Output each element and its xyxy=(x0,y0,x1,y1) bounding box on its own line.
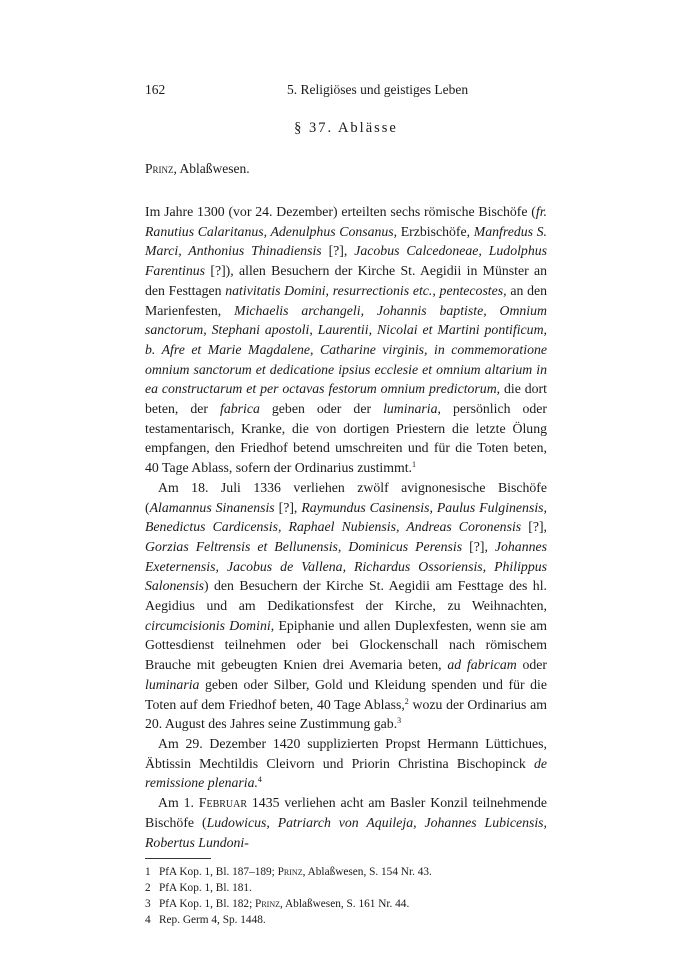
bibliography-reference xyxy=(145,159,547,178)
italic-text: Jacobus Calcedoneae, Ludolphus Farentinus xyxy=(145,243,547,279)
bibliography-title: , Ablaßwesen. xyxy=(173,161,250,176)
footnote-marker: 2 xyxy=(404,696,409,706)
italic-text: circumcisionis Domini xyxy=(145,617,271,633)
section-heading: § 37. Ablässe xyxy=(294,120,398,136)
footnote xyxy=(145,913,547,929)
text-run: Im Jahre 1300 (vor 24. Dezember) erteilten sechs römische Bischöfe ( xyxy=(145,204,536,219)
italic-text: luminaria xyxy=(145,676,200,692)
footnote-separator xyxy=(145,858,211,859)
text-run: PfA Kop. 1, Bl. 182; xyxy=(159,897,256,910)
footnote xyxy=(145,865,547,881)
text-run: geben oder Silber, Gold und Kleidung spenden und für die Toten auf dem Friedhof beten, 40 Tage Ablass, xyxy=(145,676,547,712)
text-run: 1435 verliehen acht am Basler Konzil teilnehmende Bischöfe ( xyxy=(145,795,547,830)
text-run: oder xyxy=(516,657,547,673)
page-number: 162 xyxy=(145,82,166,97)
text-run: PfA Kop. 1, Bl. 187–189; xyxy=(159,866,278,879)
italic-text: Michaelis archangeli, Johannis baptiste, Omnium sanctorum, Stephani apostoli, Laurentii, Nicolai et Martini pontificum, b. Afre et Marie Magdalene, Catharine virginis, in commemoratione omnium sanctorum et dedicatione ipsius ecclesie et omnium altarium in ea constructarum et per octavas festorum omnium predictorum xyxy=(145,302,547,397)
footnote-marker: 4 xyxy=(257,775,262,785)
footnote xyxy=(145,897,547,913)
footnote-number: 4 xyxy=(145,913,151,926)
italic-text: Alamannus Sinanensis xyxy=(149,499,275,515)
italic-text: Ludowicus, Patriarch von Aquileja, Johannes Lubicensis, Robertus Lundoni- xyxy=(145,814,547,850)
text-run: an den Marienfesten, xyxy=(145,282,547,318)
text-run: , die dort beten, der xyxy=(145,381,547,417)
paragraph xyxy=(145,793,547,852)
italic-text: de remissione plenaria. xyxy=(145,755,547,791)
italic-text: Raymundus Casinensis, Paulus Fulginensis, Benedictus Cardicensis, Raphael Nubiensis, Andreas Coronensis xyxy=(145,499,547,535)
text-run: Rep. Germ 4, Sp. 1448. xyxy=(159,913,266,926)
book-page xyxy=(145,82,547,928)
text-run: , Ablaßwesen, S. 161 Nr. 44. xyxy=(280,897,410,910)
small-caps-text: Februar xyxy=(198,795,248,811)
footnote-marker: 3 xyxy=(397,716,402,726)
footnote-marker: 1 xyxy=(412,460,417,470)
text-run: Am 29. Dezember 1420 supplizierten Propst Hermann Lüttichues, Äbtissin Mechtildis Cleivorn und Priorin Christina Bischopinck xyxy=(145,735,547,771)
text-run: PfA Kop. 1, Bl. 181. xyxy=(159,882,252,894)
text-run: , Ablaßwesen, S. 154 Nr. 43. xyxy=(302,866,432,879)
footnote-number: 2 xyxy=(145,882,151,894)
text-run: [?], xyxy=(521,519,548,535)
bibliography-author: Prinz xyxy=(145,161,174,176)
body-text xyxy=(145,202,547,852)
italic-text: fabrica xyxy=(220,401,260,417)
small-caps-text: Prinz xyxy=(255,897,280,910)
running-title: 5. Religiöses und geistiges Leben xyxy=(287,82,469,97)
paragraph xyxy=(145,734,547,793)
running-header xyxy=(145,82,547,102)
small-caps-text: Prinz xyxy=(277,866,303,879)
footnote-text xyxy=(159,897,409,913)
text-run: [?], xyxy=(321,243,355,259)
text-run: Erzbischöfe, xyxy=(397,223,474,239)
text-run: [?]), allen Besuchern der Kirche St. Aegidii in Münster an den Festtagen xyxy=(145,263,547,298)
italic-text: ad fabricam xyxy=(447,657,517,673)
footnote-text xyxy=(159,913,266,929)
italic-text: luminaria xyxy=(383,401,438,417)
italic-text: nativitatis Domini, resurrectionis etc., pentecostes, xyxy=(225,282,507,298)
footnote-number: 3 xyxy=(145,897,151,910)
paragraph xyxy=(145,202,547,478)
footnote-number: 1 xyxy=(145,866,151,879)
text-run: ) den Besuchern der Kirche St. Aegidii am Festtage des hl. Aegidius und am Dedikationsfest der Kirche, zu Weihnachten, xyxy=(145,578,547,614)
text-run: , Epiphanie und allen Duplexfesten, wenn sie am Gottesdienst teilnehmen oder bei Glockenschall nach römischem Brauche mit gebeugten Knien drei Avemaria beten, xyxy=(145,617,547,673)
text-run: Am 18. Juli 1336 verliehen zwölf avignonesische Bischöfe ( xyxy=(145,479,547,515)
footnote-text xyxy=(159,865,432,881)
text-run: [?], xyxy=(274,499,302,515)
paragraph xyxy=(145,478,547,734)
italic-text: Gorzias Feltrensis et Bellunensis, Dominicus Perensis xyxy=(145,538,463,554)
text-run: , persönlich oder testamentarisch, Kranke, die von dortigen Priestern die letzte Ölung empfangen, den Friedhof betend umschreiten und für die Toten beten, 40 Tage Ablass, sofern der Ordinarius zustimmt. xyxy=(145,401,548,476)
footnote-text xyxy=(159,881,252,897)
italic-text: Manfredus S. Marci, Anthonius Thinadiensis xyxy=(145,223,547,259)
text-run: Am 1. xyxy=(158,795,199,811)
italic-text: fr. Ranutius Calaritanus, Adenulphus Consanus, xyxy=(145,204,547,239)
text-run: wozu der Ordinarius am 20. August des Jahres seine Zustimmung gab. xyxy=(145,696,547,732)
italic-text: Johannes Exeternensis, Jacobus de Vallena, Richardus Ossoriensis, Philippus Salonensis xyxy=(145,538,547,594)
footnotes xyxy=(145,865,547,928)
text-run: geben oder der xyxy=(259,401,384,417)
footnote xyxy=(145,881,547,897)
text-run: [?], xyxy=(462,538,495,554)
